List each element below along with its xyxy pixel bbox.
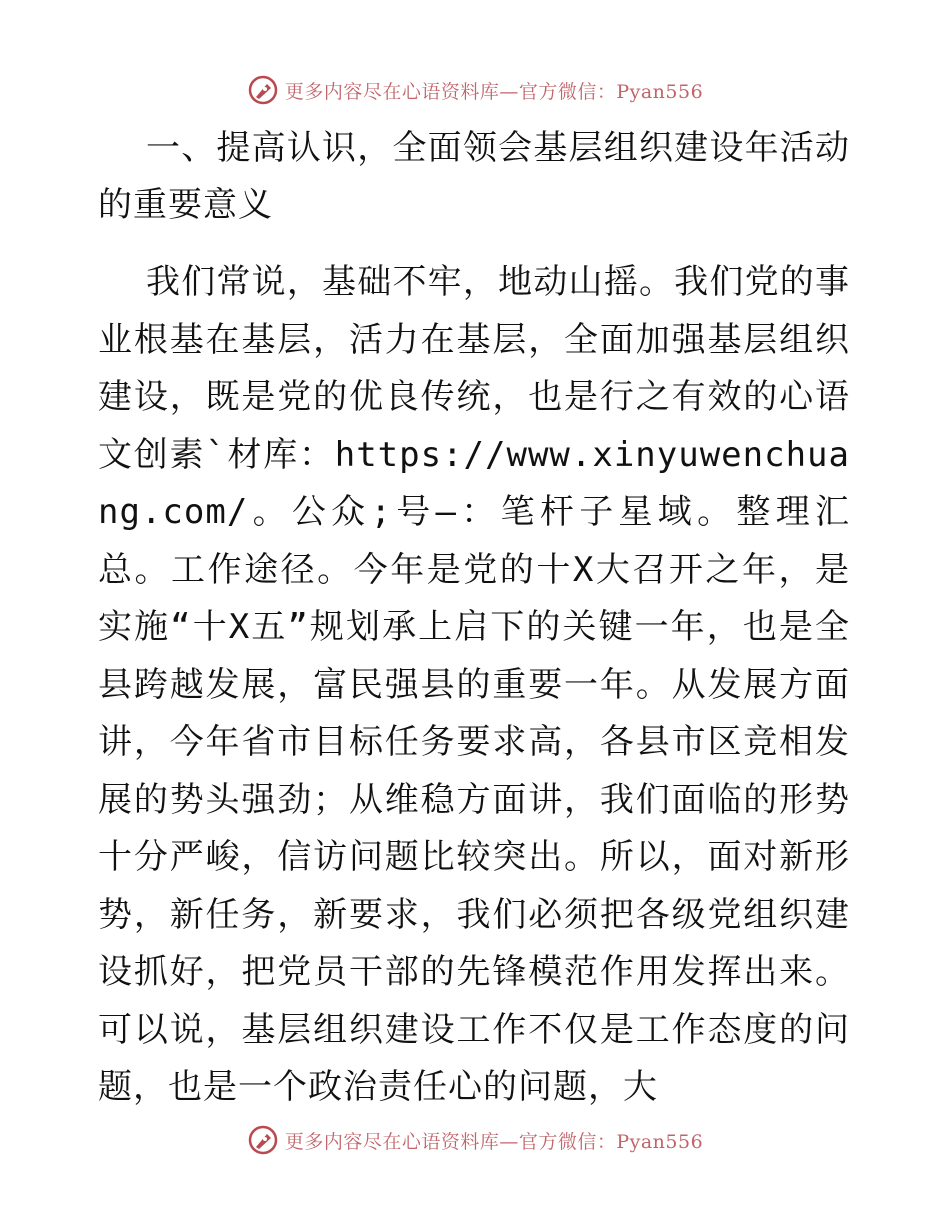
watermark-text: 更多内容尽在心语资料库—官方微信：Pyan556	[284, 1130, 704, 1153]
document-body	[98, 120, 850, 1117]
pen-nib-logo-icon	[247, 1124, 279, 1156]
body-paragraph: 我们常说，基础不牢，地动山摇。我们党的事业根基在基层，活力在基层，全面加强基层组织建设，既是党的优良传统，也是行之有效的心语文创素`材库：https://www.xinyuwenchuang.com/。公众;号—：笔杆子星域。整理汇总。工作途径。今年是党的十X大召开之年，是实施“十X五”规划承上启下的关键一年，也是全县跨越发展，富民强县的重要一年。从发展方面讲，今年省市目标任务要求高，各县市区竞相发展的势头强劲；从维稳方面讲，我们面临的形势十分严峻，信访问题比较突出。所以，面对新形势，新任务，新要求，我们必须把各级党组织建设抓好，把党员干部的先锋模范作用发挥出来。可以说，基层组织建设工作不仅是工作态度的问题，也是一个政治责任心的问题，大	[98, 262, 850, 1107]
watermark-banner-bottom	[0, 1120, 950, 1160]
section-heading: 一、提高认识，全面领会基层组织建设年活动的重要意义	[98, 128, 850, 225]
pen-nib-logo-icon	[247, 74, 279, 106]
watermark-text: 更多内容尽在心语资料库—官方微信：Pyan556	[284, 80, 704, 103]
watermark-banner-top	[0, 70, 950, 110]
